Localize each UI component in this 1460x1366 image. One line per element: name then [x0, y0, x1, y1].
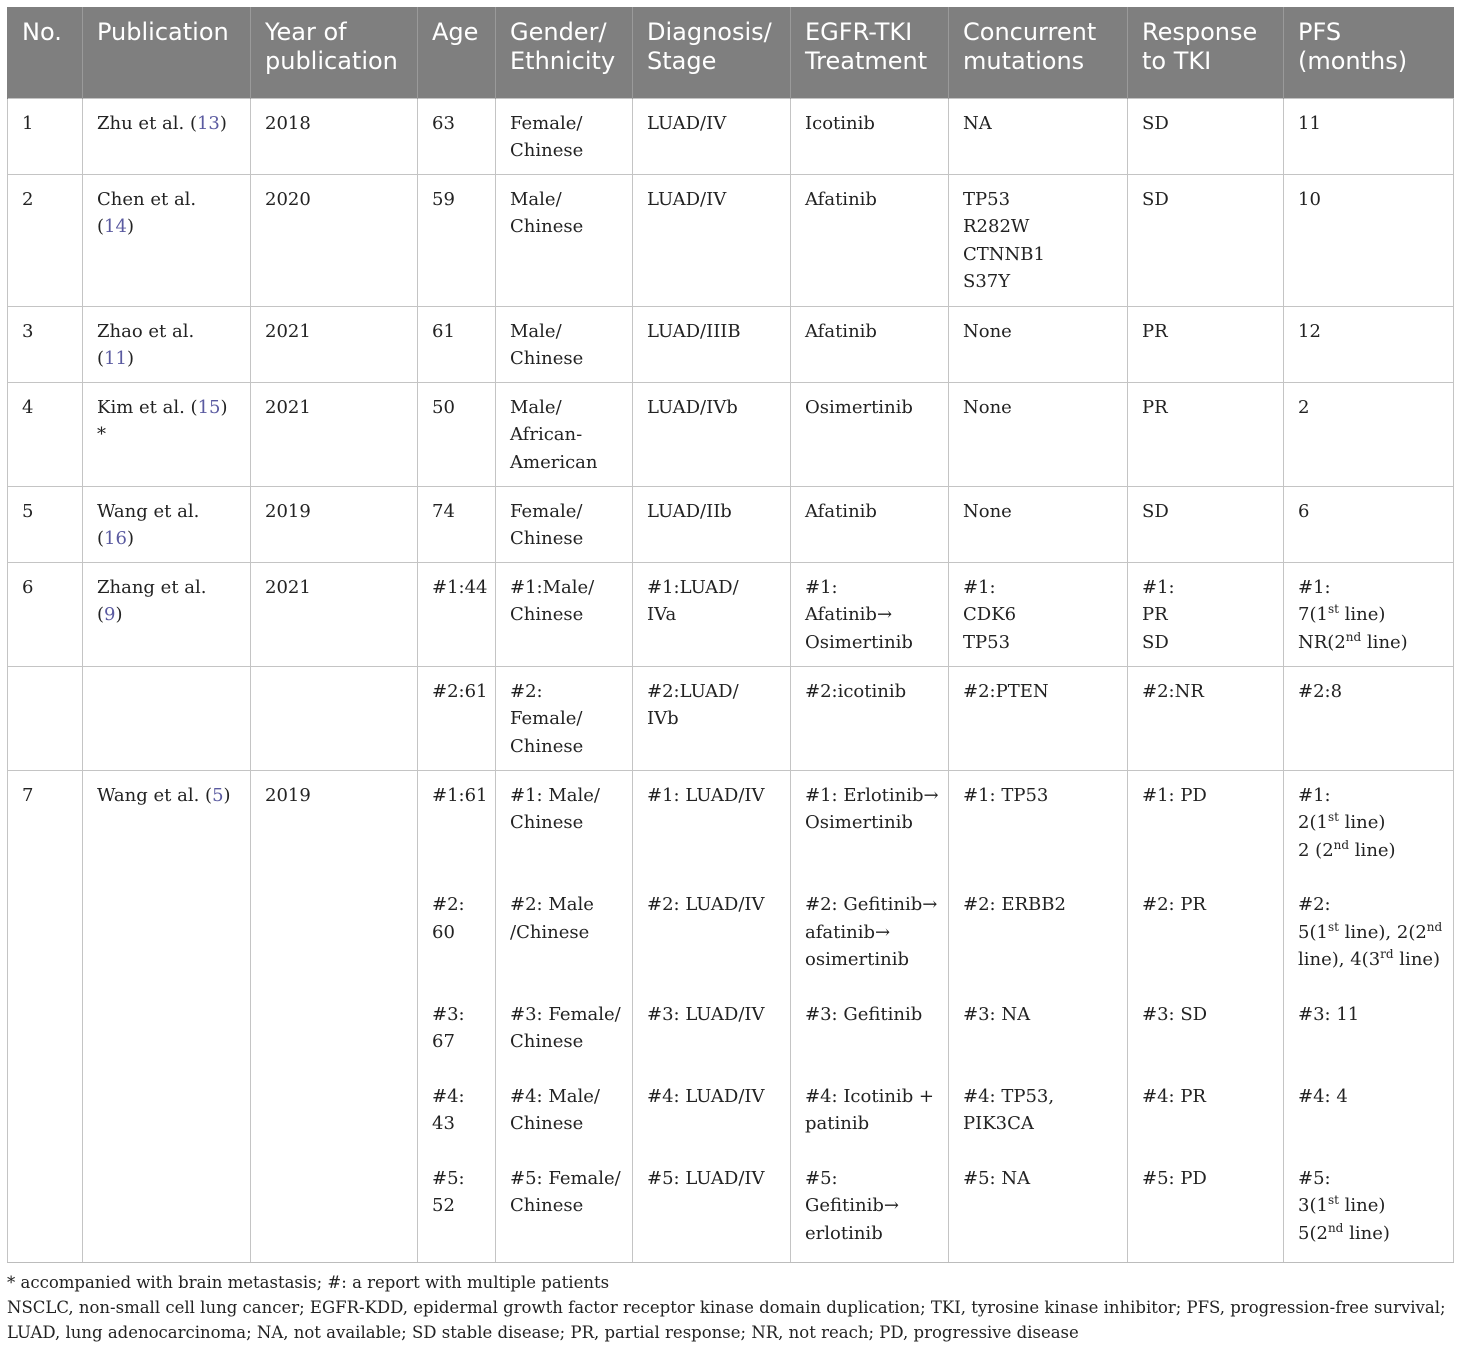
cell-age-line: 43 — [432, 1113, 455, 1134]
table-row — [8, 306, 1454, 382]
cell-gender-line: Chinese — [510, 604, 584, 625]
cell-age: 74 — [418, 486, 496, 562]
patient-entry — [432, 782, 488, 865]
cell-mutations-line: #1: TP53 — [963, 784, 1049, 806]
cell-pfs-line: 6 — [1298, 500, 1310, 522]
cell-gender-line: Female/ — [510, 112, 583, 134]
table-row — [8, 562, 1454, 666]
cell-pfs — [1284, 486, 1454, 562]
cell-age: 59 — [418, 174, 496, 306]
cell-gender-line: Male/ — [510, 188, 562, 210]
cell-year: 2020 — [251, 174, 418, 306]
author-text: Zhu et al. ( — [97, 112, 197, 134]
cell-response-line: #2:NR — [1142, 680, 1204, 702]
author-text: Chen et al. ( — [97, 188, 197, 237]
cell-treatment-line: Afatinib — [805, 500, 877, 522]
cell-treatment — [791, 382, 949, 486]
reference-link[interactable]: 9 — [104, 604, 116, 625]
cell-gender — [496, 98, 633, 174]
table-container — [7, 7, 1453, 1345]
cell-gender-line: Chinese — [510, 812, 584, 833]
cell-gender-line: #4: Male/ — [510, 1085, 600, 1107]
cell-diagnosis-line: #2:LUAD/ — [647, 680, 739, 702]
cell-gender-line: #5: Female/ — [510, 1167, 621, 1189]
footnotes — [7, 1270, 1453, 1345]
cell-pfs-line: #2: — [1298, 894, 1331, 915]
cell-year: 2018 — [251, 98, 418, 174]
cell-age — [418, 770, 496, 1262]
cell-year: 2019 — [251, 486, 418, 562]
cell-year: 2021 — [251, 562, 418, 666]
cell-treatment-line: erlotinib — [805, 1222, 883, 1244]
cell-pfs-line: 11 — [1298, 112, 1321, 134]
patient-entry — [805, 1165, 934, 1248]
cell-diagnosis-line: #1:LUAD/ — [647, 576, 739, 598]
cell-pfs-line: 2 — [1298, 396, 1310, 418]
header-publication: Publication — [83, 7, 251, 98]
cell-gender-line: Chinese — [510, 735, 584, 757]
author-suffix: ) * — [97, 396, 228, 445]
cell-mutations-line: #5: NA — [963, 1167, 1031, 1189]
patient-entry — [432, 1001, 481, 1056]
cell-age-line: 60 — [432, 921, 455, 943]
header-pfs: PFS (months) — [1284, 7, 1454, 98]
patient-entry — [963, 782, 1113, 865]
cell-diagnosis-line: LUAD/IVb — [647, 396, 738, 418]
cell-publication — [83, 770, 251, 1262]
cell-year: 2021 — [251, 382, 418, 486]
patient-entry — [432, 1083, 481, 1138]
patient-entry — [647, 1165, 776, 1248]
cell-treatment — [791, 770, 949, 1262]
patient-entry — [510, 891, 618, 974]
cell-diagnosis-line: LUAD/IIb — [647, 500, 732, 522]
cell-publication — [83, 562, 251, 666]
footnote-abbreviations: NSCLC, non-small cell lung cancer; EGFR-KDD, epidermal growth factor receptor kinase domain duplication; TKI, tyrosine kinase inhibitor; PFS, progression-free survival; LUAD, lung adenocarcinoma; NA, not available; SD stable disease; PR, partial response; NR, not reach; PD, progressive disease — [7, 1297, 1446, 1342]
patient-entry — [432, 891, 481, 974]
cell-pfs — [1284, 174, 1454, 306]
cell-gender-line: Chinese — [510, 216, 584, 237]
cell-response — [1128, 306, 1284, 382]
cell-treatment-line: #3: Gefitinib — [805, 1003, 923, 1025]
cell-diagnosis — [633, 770, 791, 1262]
cell-pfs-line: 5(2nd line) — [1298, 1220, 1390, 1244]
cell-pfs-line: 2(1st line) — [1298, 810, 1386, 833]
cell-no: 2 — [8, 174, 83, 306]
cell-response-line: SD — [1142, 112, 1169, 134]
cell-pfs-line: line), 4(3rd line) — [1298, 947, 1441, 970]
cell-gender-line: #1:Male/ — [510, 576, 595, 598]
patient-entry — [510, 1083, 618, 1138]
patient-entry — [1142, 1165, 1269, 1248]
cell-age-line: 52 — [432, 1195, 455, 1216]
table-body — [8, 98, 1454, 1262]
cell-pfs-line: 2 (2nd line) — [1298, 837, 1396, 861]
header-response: Response to TKI — [1128, 7, 1284, 98]
header-row — [8, 7, 1454, 98]
patient-entry — [805, 1083, 934, 1138]
cell-diagnosis — [633, 666, 791, 770]
cell-gender-line: Male/ — [510, 396, 562, 418]
cell-pfs-line: #1: — [1298, 576, 1331, 598]
cell-treatment-line: Gefitinib→ — [805, 1195, 899, 1216]
cell-mutations-line: #2: ERBB2 — [963, 894, 1066, 915]
cell-gender-line: Chinese — [510, 528, 584, 549]
cell-pfs — [1284, 770, 1454, 1262]
cell-mutations-line: CDK6 — [963, 604, 1017, 625]
patient-entry — [805, 782, 939, 865]
cell-gender-line: American — [510, 451, 598, 473]
patient-entry — [1298, 891, 1443, 974]
cell-mutations-line: S37Y — [963, 271, 1011, 292]
cell-diagnosis-line: #2: LUAD/IV — [647, 894, 765, 915]
cell-gender-line: African- — [510, 424, 583, 445]
cell-pfs — [1284, 382, 1454, 486]
cell-year: 2019 — [251, 770, 418, 1262]
cell-treatment — [791, 562, 949, 666]
cell-response — [1128, 98, 1284, 174]
cell-diagnosis — [633, 382, 791, 486]
cell-response — [1128, 666, 1284, 770]
cell-pfs — [1284, 98, 1454, 174]
cell-publication — [83, 306, 251, 382]
cell-mutations — [949, 306, 1128, 382]
cell-treatment — [791, 98, 949, 174]
author-suffix: ) — [126, 216, 134, 237]
cell-diagnosis — [633, 98, 791, 174]
patient-entry — [432, 1165, 481, 1248]
cell-treatment-line: patinib — [805, 1113, 870, 1134]
cell-treatment-line: Icotinib — [805, 112, 875, 134]
cell-diagnosis-line: LUAD/IV — [647, 188, 727, 210]
cell-mutations — [949, 174, 1128, 306]
cell-gender-line: Male/ — [510, 320, 562, 342]
cell-mutations — [949, 562, 1128, 666]
cell-gender-line: Chinese — [510, 1113, 584, 1134]
cell-response-line: #2: PR — [1142, 894, 1206, 915]
cell-treatment-line: Osimertinib — [805, 396, 913, 418]
cell-gender — [496, 382, 633, 486]
cell-age: #2:61 — [418, 666, 496, 770]
cell-mutations — [949, 382, 1128, 486]
cell-response — [1128, 382, 1284, 486]
patient-entry — [647, 782, 776, 865]
cell-mutations — [949, 486, 1128, 562]
cell-publication — [83, 382, 251, 486]
header-diagnosis: Diagnosis/ Stage — [633, 7, 791, 98]
patient-entry — [1298, 1165, 1439, 1248]
table-row — [8, 770, 1454, 1262]
cell-treatment — [791, 486, 949, 562]
patient-entry — [1142, 891, 1269, 974]
header-year: Year of publication — [251, 7, 418, 98]
patient-entry — [1298, 1001, 1439, 1056]
reference-link[interactable]: 13 — [196, 112, 220, 134]
cell-diagnosis-line: IVb — [647, 708, 679, 729]
cell-response-line: SD — [1142, 631, 1169, 653]
cell-publication — [83, 98, 251, 174]
author-text: Kim et al. ( — [97, 396, 198, 418]
patient-entry — [1142, 1001, 1269, 1056]
patient-entry — [963, 1165, 1113, 1248]
cell-mutations-line: TP53 — [963, 631, 1011, 653]
footnote-symbols: * accompanied with brain metastasis; #: a report with multiple patients — [7, 1272, 610, 1292]
cell-year — [251, 666, 418, 770]
cell-pfs-line: #4: 4 — [1298, 1085, 1348, 1107]
cell-treatment-line: #2: Gefitinib→ — [805, 894, 938, 915]
patient-entry — [1298, 1083, 1439, 1138]
cell-response-line: #1: — [1142, 576, 1175, 598]
cell-no: 4 — [8, 382, 83, 486]
cell-diagnosis — [633, 562, 791, 666]
cell-pfs-line: 12 — [1298, 320, 1321, 342]
cell-treatment-line: #1: — [805, 576, 838, 598]
header-age: Age — [418, 7, 496, 98]
author-text: Wang et al. ( — [97, 500, 200, 549]
cell-age: 61 — [418, 306, 496, 382]
cell-mutations — [949, 770, 1128, 1262]
cell-diagnosis-line: LUAD/IV — [647, 112, 727, 134]
cell-gender-line: Chinese — [510, 1195, 584, 1216]
cell-treatment — [791, 306, 949, 382]
cell-treatment-line: Osimertinib — [805, 812, 913, 833]
patient-entry — [1298, 782, 1439, 865]
patient-entry — [647, 1001, 776, 1056]
cell-gender — [496, 666, 633, 770]
cell-pfs-line: #5: — [1298, 1167, 1331, 1189]
cell-mutations-line: PIK3CA — [963, 1113, 1034, 1134]
cell-diagnosis-line: IVa — [647, 604, 677, 625]
cell-pfs — [1284, 562, 1454, 666]
cell-no — [8, 666, 83, 770]
cell-gender-line: #3: Female/ — [510, 1003, 621, 1025]
cell-age-line: #3: — [432, 1003, 465, 1025]
cell-pfs-line: 5(1st line), 2(2nd — [1298, 919, 1443, 943]
cell-treatment — [791, 174, 949, 306]
cell-age: 50 — [418, 382, 496, 486]
cell-no: 1 — [8, 98, 83, 174]
cell-age-line: 67 — [432, 1031, 455, 1052]
cell-diagnosis — [633, 174, 791, 306]
cell-age-line: #4: — [432, 1085, 465, 1107]
cell-response-line: PR — [1142, 396, 1168, 418]
cell-gender-line: #2: — [510, 680, 543, 702]
cell-treatment-line: #2:icotinib — [805, 680, 907, 702]
cell-mutations-line: None — [963, 396, 1012, 418]
author-suffix: ) — [126, 348, 134, 369]
cell-no: 6 — [8, 562, 83, 666]
cell-gender — [496, 486, 633, 562]
reference-link[interactable]: 5 — [212, 784, 224, 806]
cell-response-line: SD — [1142, 500, 1169, 522]
cell-mutations-line: #2:PTEN — [963, 680, 1049, 702]
cell-age-line: #5: — [432, 1167, 465, 1189]
patient-entry — [510, 1165, 621, 1248]
cell-pfs-line: #3: 11 — [1298, 1003, 1360, 1025]
cell-age: 63 — [418, 98, 496, 174]
cell-gender-line: #2: Male — [510, 894, 594, 915]
cell-response — [1128, 770, 1284, 1262]
patient-entry — [647, 891, 776, 974]
cell-mutations-line: #3: NA — [963, 1003, 1031, 1025]
patient-entry — [510, 782, 618, 865]
cell-mutations-line: CTNNB1 — [963, 243, 1045, 265]
cell-publication — [83, 666, 251, 770]
cell-gender — [496, 562, 633, 666]
author-suffix: ) — [115, 604, 123, 625]
cell-response — [1128, 486, 1284, 562]
cell-age-line: #1:61 — [432, 784, 488, 806]
cell-gender-line: Chinese — [510, 348, 584, 369]
cell-gender — [496, 770, 633, 1262]
cell-diagnosis-line: #1: LUAD/IV — [647, 784, 765, 806]
cell-treatment-line: Osimertinib — [805, 631, 913, 653]
reference-link[interactable]: 15 — [197, 396, 221, 418]
cell-diagnosis — [633, 306, 791, 382]
cell-pfs-line: 3(1st line) — [1298, 1193, 1386, 1216]
cell-treatment-line: #4: Icotinib + — [805, 1085, 935, 1107]
cell-year: 2021 — [251, 306, 418, 382]
table-row — [8, 486, 1454, 562]
cell-response-line: #5: PD — [1142, 1167, 1207, 1189]
cell-response-line: #4: PR — [1142, 1085, 1206, 1107]
cell-diagnosis-line: #3: LUAD/IV — [647, 1003, 765, 1025]
header-gender: Gender/ Ethnicity — [496, 7, 633, 98]
cell-age: #1:44 — [418, 562, 496, 666]
cell-gender-line: Chinese — [510, 1031, 584, 1052]
table-row — [8, 174, 1454, 306]
patient-entry — [805, 891, 938, 974]
header-treatment: EGFR-TKI Treatment — [791, 7, 949, 98]
cell-diagnosis-line: #4: LUAD/IV — [647, 1085, 765, 1107]
author-text: Zhang et al. ( — [97, 576, 207, 625]
cell-mutations-line: #1: — [963, 576, 996, 598]
patient-entry — [963, 1083, 1113, 1138]
cell-treatment — [791, 666, 949, 770]
cell-no: 3 — [8, 306, 83, 382]
cell-response-line: PR — [1142, 320, 1168, 342]
cell-mutations-line: None — [963, 500, 1012, 522]
cell-response-line: #3: SD — [1142, 1003, 1208, 1025]
cell-response — [1128, 562, 1284, 666]
author-text: Wang et al. ( — [97, 784, 213, 806]
cell-publication — [83, 174, 251, 306]
patient-entry — [963, 1001, 1113, 1056]
cell-treatment-line: Afatinib — [805, 188, 877, 210]
cell-response-line: PR — [1142, 604, 1168, 625]
cell-pfs-line: #2:8 — [1298, 680, 1343, 702]
cell-treatment-line: #1: Erlotinib→ — [805, 784, 939, 806]
author-suffix: ) — [223, 784, 231, 806]
cell-mutations-line: R282W — [963, 216, 1030, 237]
patient-entry — [510, 1001, 621, 1056]
cell-diagnosis-line: LUAD/IIIB — [647, 320, 741, 342]
cell-mutations-line: TP53 — [963, 188, 1011, 210]
cell-pfs — [1284, 666, 1454, 770]
author-text: Zhao et al. ( — [97, 320, 195, 369]
cell-response-line: SD — [1142, 188, 1169, 210]
cell-pfs-line: 7(1st line) — [1298, 602, 1386, 625]
header-mutations: Concurrent mutations — [949, 7, 1128, 98]
cell-treatment-line: Afatinib — [805, 320, 877, 342]
cell-mutations-line: NA — [963, 112, 992, 134]
cell-mutations — [949, 98, 1128, 174]
cell-gender — [496, 306, 633, 382]
reference-link[interactable]: 14 — [104, 216, 127, 237]
cell-mutations-line: #4: TP53, — [963, 1085, 1055, 1107]
cell-treatment-line: Afatinib→ — [805, 604, 893, 625]
table-row — [8, 382, 1454, 486]
patient-entry — [1142, 1083, 1269, 1138]
author-suffix: ) — [219, 112, 227, 134]
table-row — [8, 98, 1454, 174]
cell-diagnosis-line: #5: LUAD/IV — [647, 1167, 765, 1189]
cell-mutations — [949, 666, 1128, 770]
cell-pfs — [1284, 306, 1454, 382]
table-row — [8, 666, 1454, 770]
cell-gender-line: /Chinese — [510, 921, 590, 943]
cell-pfs-line: 10 — [1298, 188, 1321, 210]
cell-response-line: #1: PD — [1142, 784, 1207, 806]
header-no: No. — [8, 7, 83, 98]
cell-mutations-line: None — [963, 320, 1012, 342]
cell-gender-line: Female/ — [510, 500, 583, 522]
cell-no: 5 — [8, 486, 83, 562]
cell-treatment-line: #5: — [805, 1167, 838, 1189]
patient-entry — [1142, 782, 1269, 865]
cell-diagnosis — [633, 486, 791, 562]
patient-entry — [963, 891, 1113, 974]
cell-gender-line: Female/ — [510, 708, 583, 729]
egfr-kdd-case-table — [7, 7, 1454, 1263]
reference-link[interactable]: 16 — [104, 528, 127, 549]
cell-response — [1128, 174, 1284, 306]
author-suffix: ) — [126, 528, 134, 549]
cell-treatment-line: afatinib→ — [805, 921, 891, 943]
cell-gender-line: Chinese — [510, 140, 584, 161]
cell-no: 7 — [8, 770, 83, 1262]
reference-link[interactable]: 11 — [104, 348, 127, 369]
cell-age-line: #2: — [432, 894, 465, 915]
cell-gender-line: #1: Male/ — [510, 784, 600, 806]
cell-pfs-line: NR(2nd line) — [1298, 629, 1408, 653]
cell-treatment-line: osimertinib — [805, 949, 910, 970]
cell-pfs-line: #1: — [1298, 784, 1331, 806]
patient-entry — [805, 1001, 934, 1056]
cell-gender — [496, 174, 633, 306]
patient-entry — [647, 1083, 776, 1138]
cell-publication — [83, 486, 251, 562]
